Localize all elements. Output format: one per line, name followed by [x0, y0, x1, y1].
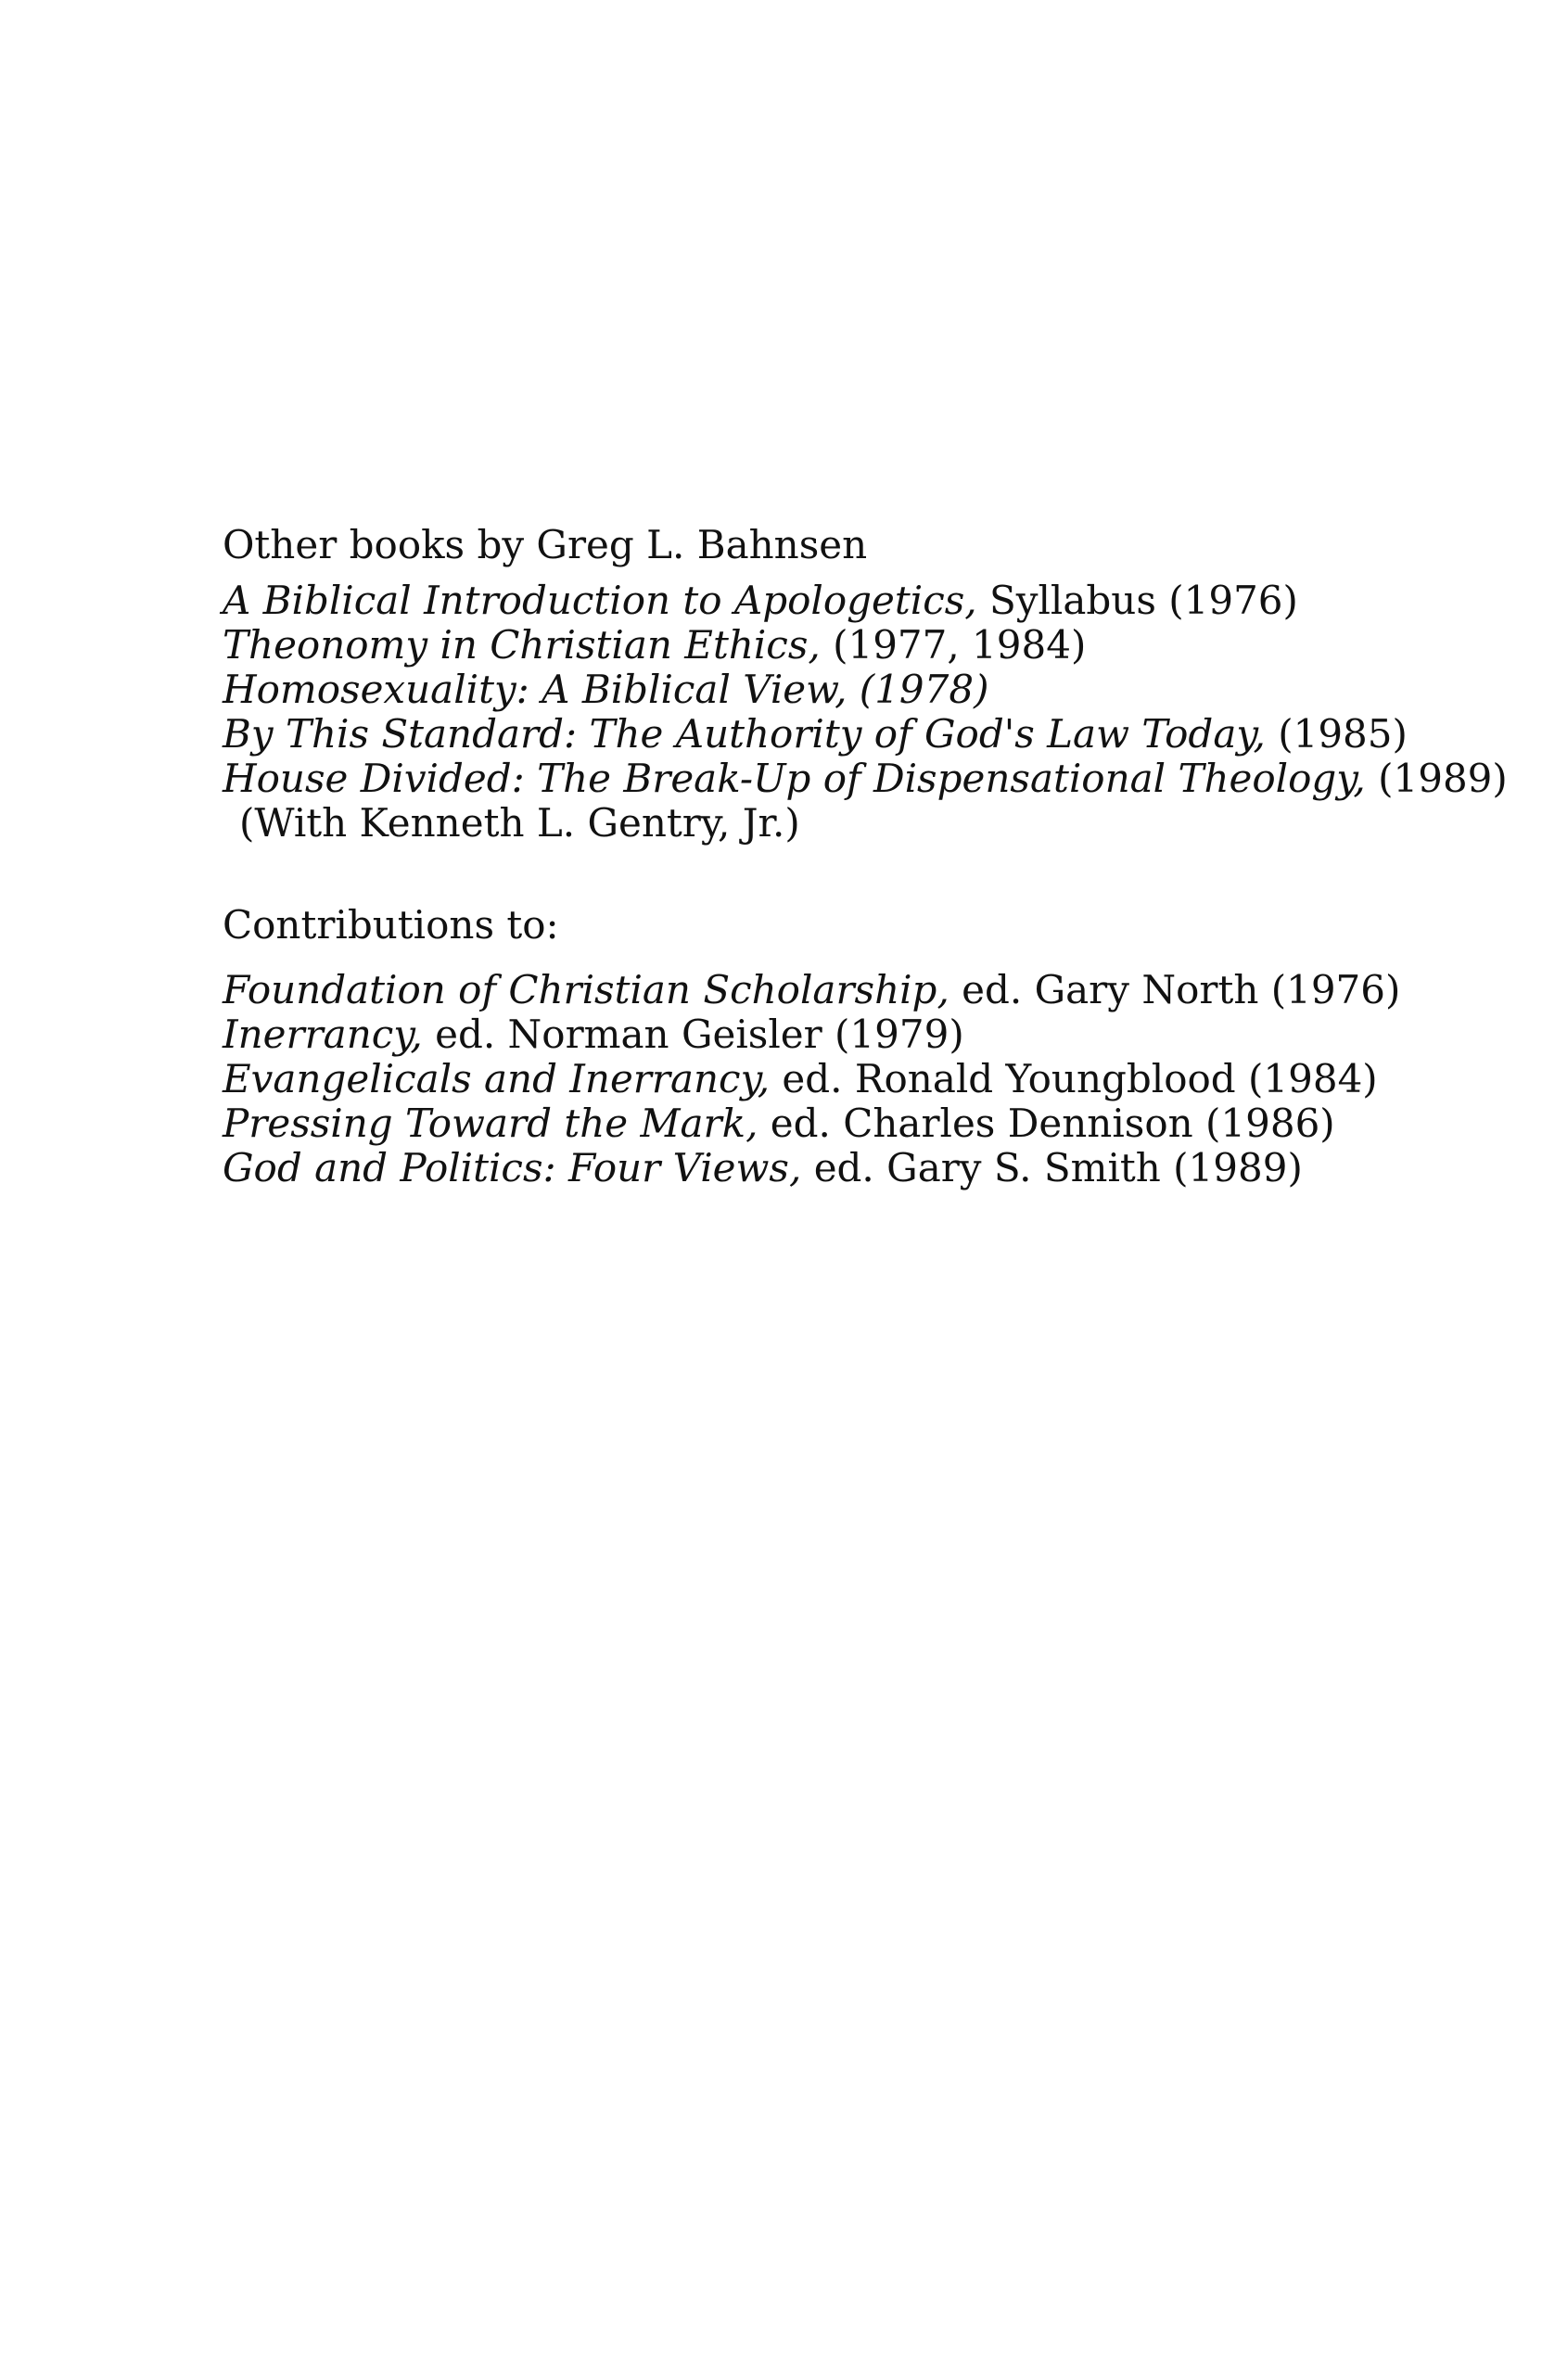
book-details: Syllabus (1976)	[976, 578, 1298, 623]
book-title: A Biblical Introduction to Apologetics,	[223, 578, 977, 623]
book-title: Theonomy in Christian Ethics,	[223, 622, 821, 668]
book-coauthor: (With Kenneth L. Gentry, Jr.)	[239, 800, 800, 846]
book-title: House Divided: The Break-Up of Dispensational Theology,	[223, 756, 1366, 801]
contribution-title: God and Politics: Four Views,	[223, 1145, 802, 1190]
list-item	[223, 1057, 1428, 1101]
books-list	[223, 578, 1508, 846]
list-item	[223, 1146, 1428, 1190]
contributions-heading: Contributions to:	[223, 902, 559, 948]
books-heading: Other books by Greg L. Bahnsen	[223, 522, 868, 567]
contributions-list	[223, 968, 1428, 1190]
list-item	[223, 712, 1428, 757]
contribution-title: Inerrancy,	[223, 1012, 423, 1057]
book-details: (1977, 1984)	[820, 622, 1087, 668]
contribution-details: ed. Charles Dennison (1986)	[758, 1101, 1335, 1146]
list-item	[223, 968, 1428, 1012]
contribution-details: ed. Norman Geisler (1979)	[422, 1012, 964, 1057]
list-item	[223, 623, 1428, 668]
bibliography-block	[223, 519, 1508, 1190]
book-details: (1989)	[1365, 756, 1508, 801]
list-item	[223, 668, 1428, 712]
contribution-details: ed. Gary North (1976)	[949, 967, 1401, 1012]
book-title: Homosexuality: A Biblical View, (1978)	[223, 667, 989, 712]
contribution-title: Foundation of Christian Scholarship,	[223, 967, 949, 1012]
book-details: (1985)	[1265, 711, 1408, 757]
contribution-details: ed. Ronald Youngblood (1984)	[770, 1056, 1378, 1101]
book-title: By This Standard: The Authority of God's Law Today,	[223, 711, 1266, 757]
list-item	[223, 1012, 1428, 1057]
contribution-title: Pressing Toward the Mark,	[223, 1101, 758, 1146]
contribution-details: ed. Gary S. Smith (1989)	[801, 1145, 1303, 1190]
list-item	[223, 756, 1508, 846]
list-item	[223, 1101, 1428, 1146]
list-item	[223, 579, 1428, 623]
section-spacer	[223, 846, 1428, 899]
contribution-title: Evangelicals and Inerrancy,	[223, 1056, 771, 1101]
